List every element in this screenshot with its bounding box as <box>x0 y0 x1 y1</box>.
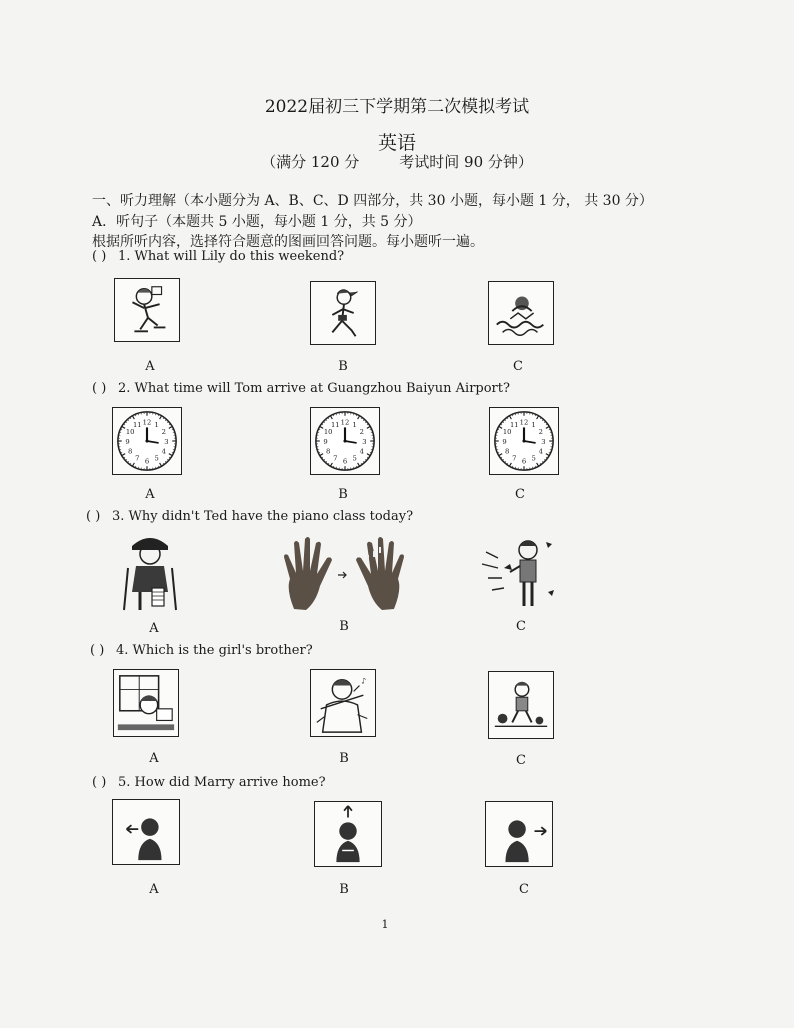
option-image-q3-b[interactable] <box>282 537 406 611</box>
clock-number: 8 <box>326 447 331 456</box>
option-image-q5-a[interactable] <box>112 799 180 865</box>
subject-title: 英语 <box>377 132 416 154</box>
skating-kid-icon <box>115 279 179 341</box>
page-number: 1 <box>381 918 389 931</box>
option-image-q2-a[interactable] <box>112 407 182 475</box>
question-5 <box>92 775 326 790</box>
question-text: 4. Which is the girl's brother? <box>116 643 313 658</box>
option-image-q2-b[interactable] <box>310 407 380 475</box>
question-text: 1. What will Lily do this weekend? <box>118 249 345 264</box>
option-image-q1-a[interactable] <box>114 278 180 342</box>
clock-number: 8 <box>505 447 510 456</box>
option-label-b: B <box>339 619 349 634</box>
swimming-icon <box>489 282 553 344</box>
clock-number: 1 <box>154 421 159 430</box>
duration: 考试时间 90 分钟） <box>399 153 533 171</box>
option-label-c: C <box>519 882 529 897</box>
clock-number: 5 <box>531 454 536 463</box>
arrow-left-girl-icon <box>113 800 179 864</box>
option-image-q1-b[interactable] <box>310 281 376 345</box>
clock-center <box>145 439 148 442</box>
question-text: 5. How did Marry arrive home? <box>118 775 326 790</box>
clock-number: 9 <box>502 437 507 446</box>
option-label-a: A <box>149 621 159 636</box>
clock-number: 1 <box>531 421 536 430</box>
svg-text:♪: ♪ <box>361 676 367 686</box>
clock-number: 4 <box>359 447 364 456</box>
question-2 <box>92 381 510 396</box>
full-marks: （满分 120 分 <box>261 153 360 171</box>
arrow-up-girl-icon <box>315 802 381 866</box>
clock-number: 8 <box>128 447 133 456</box>
option-image-q1-c[interactable] <box>488 281 554 345</box>
answer-blank[interactable]: ( ) <box>92 775 107 790</box>
answer-blank[interactable]: ( ) <box>92 381 107 396</box>
clock-number: 7 <box>135 454 140 463</box>
clock-icon <box>490 408 558 474</box>
option-image-q4-b[interactable] <box>310 669 376 737</box>
clock-number: 10 <box>502 428 512 437</box>
window-girl-icon <box>114 670 178 736</box>
option-image-q5-c[interactable] <box>485 801 553 867</box>
option-image-q4-c[interactable] <box>488 671 554 739</box>
question-text: 3. Why didn't Ted have the piano class today? <box>112 509 414 524</box>
crutches-boy-icon <box>118 532 184 612</box>
question-1 <box>92 249 344 264</box>
clock-number: 10 <box>323 428 333 437</box>
clock-number: 10 <box>125 428 135 437</box>
option-image-q4-a[interactable] <box>113 669 179 737</box>
option-label-a: A <box>145 487 155 502</box>
clock-center <box>343 439 346 442</box>
clock-center <box>522 439 525 442</box>
option-label-b: B <box>339 882 349 897</box>
option-label-c: C <box>516 753 526 768</box>
clock-number: 11 <box>509 421 519 430</box>
clock-number: 12 <box>519 418 529 427</box>
option-label-c: C <box>515 487 525 502</box>
answer-blank[interactable]: ( ) <box>90 643 105 658</box>
clock-number: 11 <box>132 421 142 430</box>
option-image-q5-b[interactable] <box>314 801 382 867</box>
exam-meta <box>0 151 794 172</box>
clock-number: 7 <box>512 454 517 463</box>
clock-number: 12 <box>142 418 152 427</box>
clock-number: 6 <box>342 457 348 466</box>
clock-number: 5 <box>352 454 357 463</box>
clock-number: 9 <box>323 437 328 446</box>
option-label-c: C <box>513 359 523 374</box>
option-label-b: B <box>338 359 348 374</box>
clock-icon <box>311 408 379 474</box>
section-heading: 一、听力理解（本小题分为 A、B、C、D 四部分，共 30 小题，每小题 1 分， 共 30 分） <box>92 193 653 209</box>
question-4 <box>90 643 313 658</box>
instruction: 根据所听内容，选择符合题意的图画回答问题。每小题听一遍。 <box>92 234 484 250</box>
clock-number: 12 <box>340 418 350 427</box>
clock-number: 7 <box>333 454 338 463</box>
option-image-q3-a[interactable] <box>118 532 184 612</box>
hands-icon <box>282 537 406 611</box>
option-image-q2-c[interactable] <box>489 407 559 475</box>
clock-number: 9 <box>125 437 130 446</box>
playing-boy-icon <box>489 672 553 738</box>
option-label-c: C <box>516 619 526 634</box>
clock-number: 1 <box>352 421 357 430</box>
clock-number: 6 <box>521 457 527 466</box>
option-label-b: B <box>338 487 348 502</box>
clock-number: 3 <box>362 437 367 446</box>
option-label-b: B <box>339 751 349 766</box>
clock-number: 5 <box>154 454 159 463</box>
option-image-q3-c[interactable] <box>478 532 560 612</box>
clock-number: 2 <box>359 428 364 437</box>
clock-number: 11 <box>330 421 340 430</box>
violin-boy-icon <box>311 670 375 736</box>
question-text: 2. What time will Tom arrive at Guangzhou Baiyun Airport? <box>118 381 510 396</box>
option-label-a: A <box>145 359 155 374</box>
clock-number: 2 <box>538 428 543 437</box>
clock-number: 2 <box>161 428 166 437</box>
clock-number: 3 <box>541 437 546 446</box>
exam-title: 2022届初三下学期第二次模拟考试 <box>264 97 530 117</box>
option-label-a: A <box>149 751 159 766</box>
answer-blank[interactable]: ( ) <box>92 249 107 264</box>
clock-number: 4 <box>538 447 543 456</box>
clock-number: 3 <box>164 437 169 446</box>
arrow-right-girl-icon <box>486 802 552 866</box>
answer-blank[interactable]: ( ) <box>86 509 101 524</box>
clock-number: 4 <box>161 447 166 456</box>
windy-boy-icon <box>478 532 560 612</box>
running-girl-icon <box>311 282 375 344</box>
option-label-a: A <box>149 882 159 897</box>
clock-icon <box>113 408 181 474</box>
part-a-heading: A．听句子（本题共 5 小题，每小题 1 分，共 5 分） <box>92 214 422 230</box>
question-3 <box>86 509 413 524</box>
clock-number: 6 <box>144 457 150 466</box>
